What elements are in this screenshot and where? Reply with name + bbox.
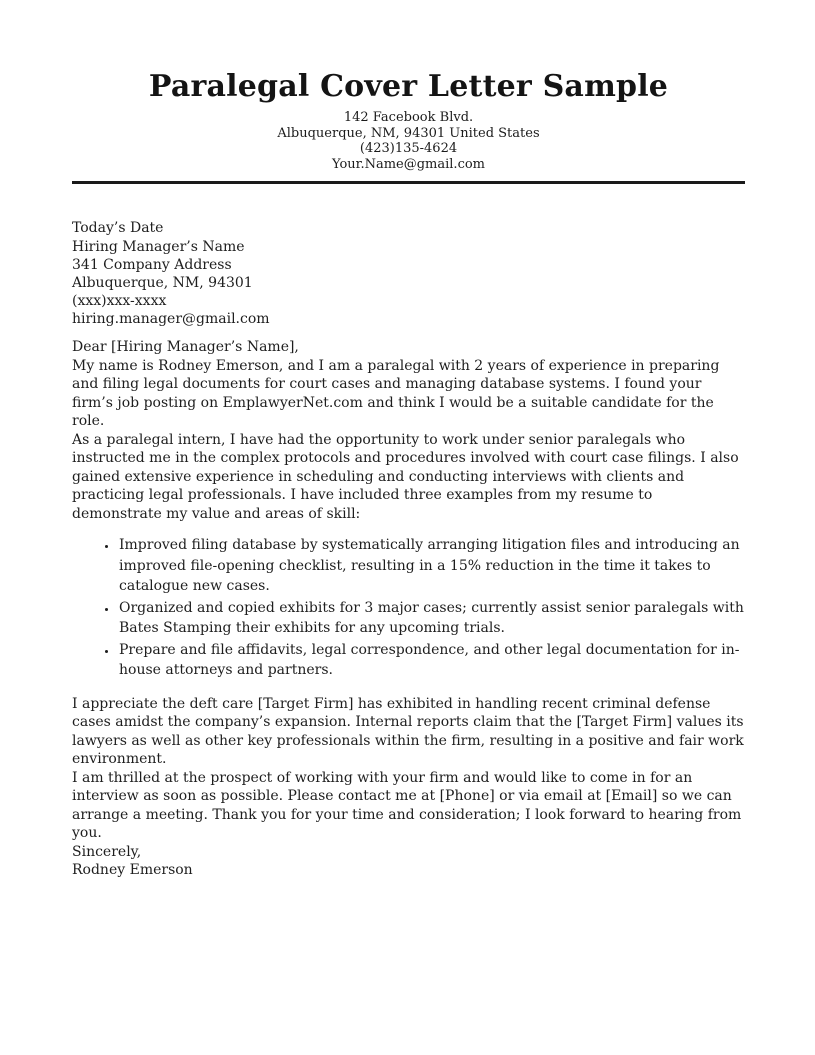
salutation: Dear [Hiring Manager’s Name], <box>72 339 299 355</box>
letterhead-phone: (423)135-4624 <box>359 141 458 156</box>
recipient-address-block <box>72 256 745 328</box>
letter-body <box>72 219 745 880</box>
bullet-item: • Improved filing database by systematically arranging litigation files and introducing an improved file-opening checklist, resulting in a 15% reduction in the time it takes to catalogue new cases. <box>118 535 745 597</box>
date-line: Today’s Date <box>72 220 164 236</box>
letterhead <box>72 0 745 172</box>
bullet-item: • Organized and copied exhibits for 3 major cases; currently assist senior paralegals with Bates Stamping their exhibits for any upcoming trials. <box>118 598 745 639</box>
bullet-item: • Prepare and file affidavits, legal correspondence, and other legal documentation for in-house attorneys and partners. <box>118 640 745 681</box>
recipient-address-line: Albuquerque, NM, 94301 <box>72 275 253 291</box>
letterhead-email: Your.Name@gmail.com <box>332 156 485 172</box>
resume-highlights-list <box>72 535 745 681</box>
paragraph-closing: I am thrilled at the prospect of working with your firm and would like to come in for an interview as soon as possible. Please contact me at [Phone] or via email at [Email] so we can arrange a meeting. Thank you for your time and consideration; I look forward to hearing from you. <box>72 769 742 841</box>
page-title: Paralegal Cover Letter Sample <box>148 69 669 104</box>
letterhead-address-line: Albuquerque, NM, 94301 United States <box>277 125 540 141</box>
recipient-name: Hiring Manager’s Name <box>72 238 245 255</box>
paragraph-intro: My name is Rodney Emerson, and I am a paralegal with 2 years of experience in preparing and filing legal documents for court cases and managing database systems. I found your firm’s job posting on EmplawyerNet.com and think I would be a suitable candidate for the role. <box>72 357 720 429</box>
header-divider <box>72 181 745 184</box>
recipient-phone: (xxx)xxx-xxxx <box>72 293 167 309</box>
signoff: Sincerely, <box>72 843 142 860</box>
signature: Rodney Emerson <box>72 862 193 878</box>
letterhead-address-line: 142 Facebook Blvd. <box>343 110 474 125</box>
paragraph-firm: I appreciate the deft care [Target Firm] has exhibited in handling recent criminal defense cases amidst the company’s expansion. Internal reports claim that the [Target Firm] values its lawyers as well as other key professionals within the firm, resulting in a positive and fair work environment. <box>72 695 744 767</box>
paragraph-experience: As a paralegal intern, I have had the opportunity to work under senior paralegals who instructed me in the complex protocols and procedures involved with court case filings. I also gained extensive experience in scheduling and conducting interviews with clients and practicing legal professionals. I have included three examples from my resume to demonstrate my value and areas of skill: <box>72 431 739 522</box>
recipient-email: hiring.manager@gmail.com <box>72 311 270 327</box>
recipient-address-line: 341 Company Address <box>72 257 232 273</box>
